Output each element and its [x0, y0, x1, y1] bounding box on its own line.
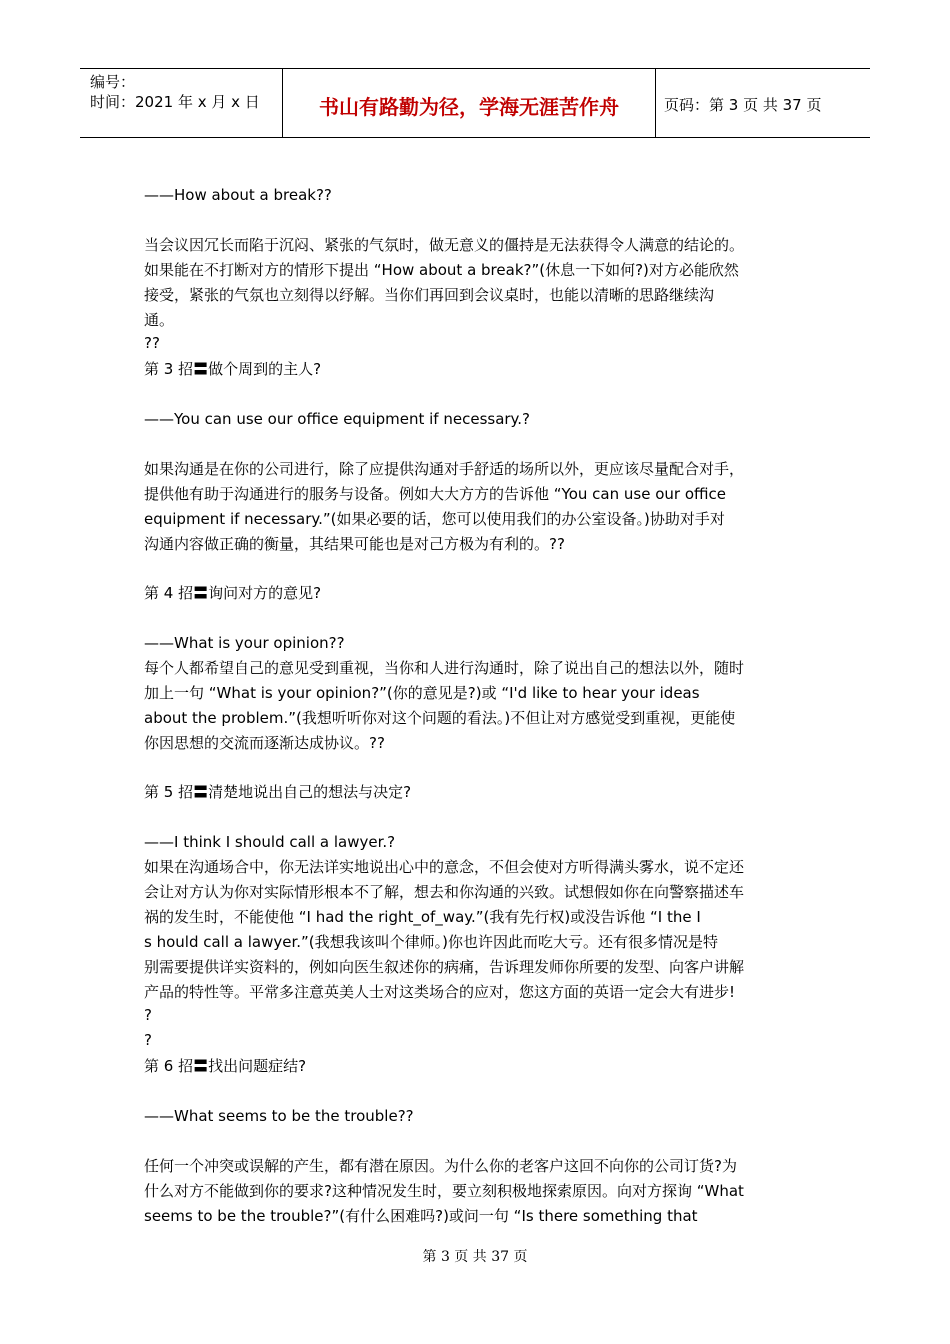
paragraph-line: 祸的发生时，不能使他 “I had the right_of_way.”(我有先行权)或没告诉他 “I the I	[144, 908, 701, 926]
paragraph-line: 提供他有助于沟通进行的服务与设备。例如大大方方的告诉他 “You can use our office	[144, 485, 726, 503]
paragraph-line: s hould call a lawyer.”(我想我该叫个律师。)你也许因此而吃大亏。还有很多情况是特	[144, 933, 719, 951]
paragraph-line: ?	[144, 1031, 152, 1049]
header-motto-cell	[283, 69, 656, 137]
paragraph-line: 什么对方不能做到你的要求?这种情况发生时，要立刻积极地探索原因。向对方探询 “What	[144, 1182, 744, 1200]
paragraph-line: about the problem.”(我想听听你对这个问题的看法。)不但让对方感觉受到重视，更能使	[144, 709, 736, 727]
paragraph-line: 别需要提供详实资料的，例如向医生叙述你的病痛，告诉理发师你所要的发型、向客户讲解	[144, 958, 745, 976]
header-page-info: 页码：第 3 页 共 37 页	[664, 96, 822, 114]
paragraph-line: 沟通内容做正确的衡量，其结果可能也是对己方极为有利的。??	[144, 535, 565, 553]
paragraph-line: 如果在沟通场合中，你无法详实地说出心中的意念，不但会使对方听得满头雾水，说不定还	[144, 858, 745, 876]
paragraph-line: 当会议因冗长而陷于沉闷、紧张的气氛时，做无意义的僵持是无法获得令人满意的结论的。	[144, 236, 745, 254]
paragraph-line: 任何一个冲突或误解的产生，都有潜在原因。为什么你的老客户这回不向你的公司订货?为	[144, 1157, 737, 1175]
subheading-phrase: ——I think I should call a lawyer.?	[144, 833, 396, 851]
page-footer: 第 3 页 共 37 页	[422, 1249, 528, 1265]
document-number-label: 编号：	[90, 73, 136, 91]
section-heading: 第 3 招〓做个周到的主人?	[144, 360, 322, 378]
paragraph-line: 接受，紧张的气氛也立刻得以纾解。当你们再回到会议桌时，也能以清晰的思路继续沟	[144, 286, 715, 304]
section-heading: 第 5 招〓清楚地说出自己的想法与决定?	[144, 783, 412, 801]
subheading-phrase: ——You can use our office equipment if necessary.?	[144, 410, 531, 428]
paragraph-line: 会让对方认为你对实际情形根本不了解，想去和你沟通的兴致。试想假如你在向警察描述车	[144, 883, 745, 901]
section-heading: 第 4 招〓询问对方的意见?	[144, 584, 322, 602]
paragraph-line: equipment if necessary.”(如果必要的话，您可以使用我们的办公室设备。)协助对手对	[144, 510, 725, 528]
paragraph-line: ??	[144, 334, 160, 352]
paragraph-line: seems to be the trouble?”(有什么困难吗?)或问一句 “Is there something that	[144, 1207, 698, 1225]
section-heading: 第 6 招〓找出问题症结?	[144, 1057, 307, 1075]
subheading-phrase: ——What is your opinion??	[144, 634, 345, 652]
document-header	[80, 68, 870, 138]
paragraph-line: 如果能在不打断对方的情形下提出 “How about a break?”(休息一下如何?)对方必能欣然	[144, 261, 739, 279]
paragraph-line: 如果沟通是在你的公司进行，除了应提供沟通对手舒适的场所以外，更应该尽量配合对手，	[144, 460, 745, 478]
paragraph-line: 加上一句 “What is your opinion?”(你的意见是?)或 “I'd like to hear your ideas	[144, 684, 700, 702]
document-date: 时间：2021 年 x 月 x 日	[90, 93, 260, 111]
header-motto: 书山有路勤为径，学海无涯苦作舟	[319, 95, 619, 119]
header-page-cell	[656, 69, 870, 137]
paragraph-line: ?	[144, 1006, 152, 1024]
header-info-cell	[80, 69, 283, 137]
paragraph-line: 每个人都希望自己的意见受到重视，当你和人进行沟通时，除了说出自己的想法以外，随时	[144, 659, 745, 677]
paragraph-line: 产品的特性等。平常多注意英美人士对这类场合的应对，您这方面的英语一定会大有进步!	[144, 983, 736, 1001]
paragraph-line: 通。	[144, 311, 175, 329]
subheading-phrase: ——How about a break??	[144, 186, 332, 204]
paragraph-line: 你因思想的交流而逐渐达成协议。??	[144, 734, 385, 752]
subheading-phrase: ——What seems to be the trouble??	[144, 1107, 414, 1125]
